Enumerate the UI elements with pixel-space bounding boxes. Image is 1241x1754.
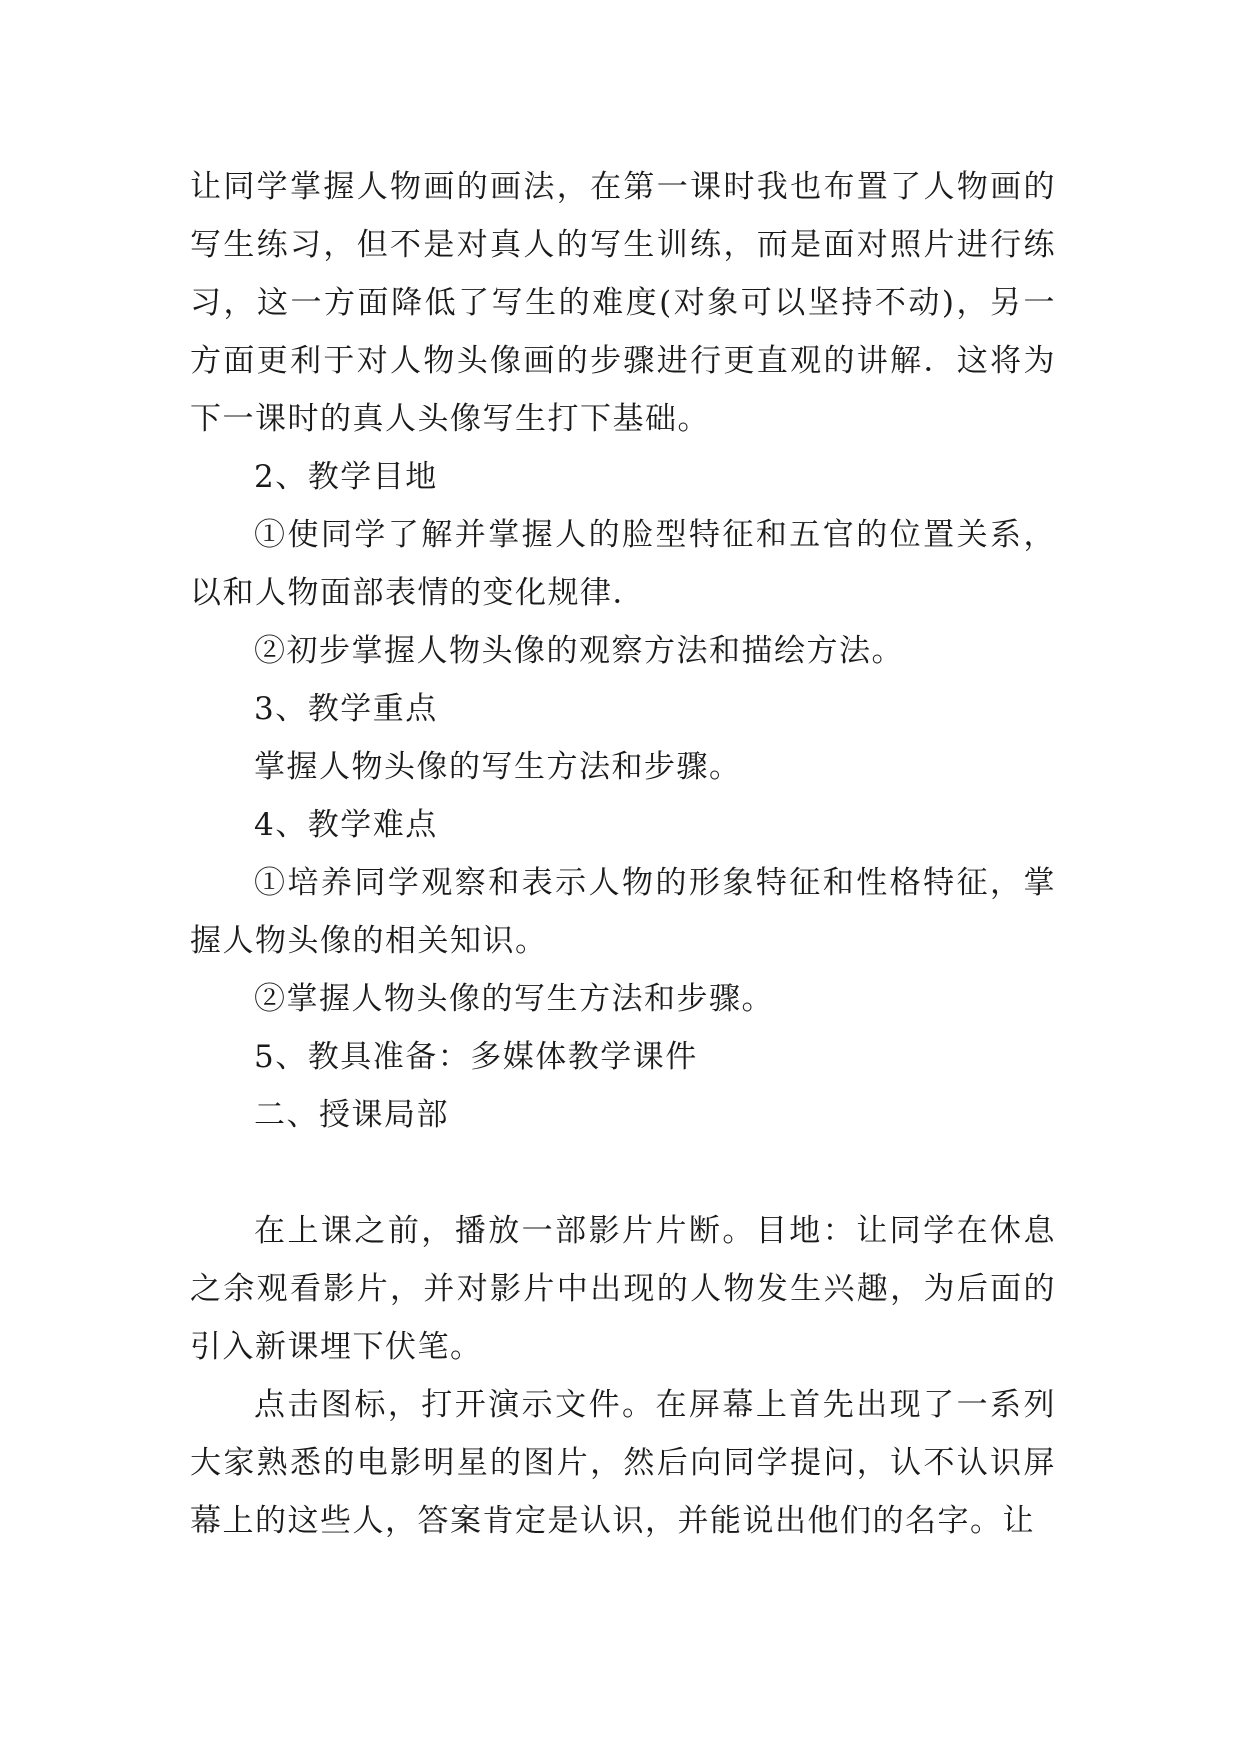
objective-item-2: ②初步掌握人物头像的观察方法和描绘方法。 [254, 633, 904, 669]
document-body [190, 158, 1056, 1550]
difficulty-item-1: ①培养同学观察和表示人物的形象特征和性格特征，掌握人物头像的相关知识。 [190, 865, 1056, 959]
heading-teaching-objectives: 2、教学目地 [254, 459, 438, 495]
objective-item-1: ①使同学了解并掌握人的脸型特征和五官的位置关系，以和人物面部表情的变化规律． [190, 517, 1056, 611]
paragraph-presentation: 点击图标，打开演示文件。在屏幕上首先出现了一系列大家熟悉的电影明星的图片，然后向同学提问，认不认识屏幕上的这些人，答案肯定是认识，并能说出他们的名字。让 [190, 1387, 1056, 1539]
heading-teaching-difficulty: 4、教学难点 [254, 807, 438, 843]
difficulty-item-2: ②掌握人物头像的写生方法和步骤。 [254, 981, 774, 1017]
paragraph-intro-continued: 让同学掌握人物画的画法，在第一课时我也布置了人物画的写生练习，但不是对真人的写生训练，而是面对照片进行练习，这一方面降低了写生的难度(对象可以坚持不动)，另一方面更利于对人物头像画的步骤进行更直观的讲解．这将为下一课时的真人头像写生打下基础。 [190, 169, 1056, 437]
paragraph-film-clip: 在上课之前，播放一部影片片断。目地：让同学在休息之余观看影片，并对影片中出现的人物发生兴趣，为后面的引入新课埋下伏笔。 [190, 1213, 1056, 1365]
heading-teaching-aids: 5、教具准备：多媒体教学课件 [254, 1039, 698, 1075]
focus-text: 掌握人物头像的写生方法和步骤。 [254, 749, 742, 785]
heading-lesson-section: 二、授课局部 [254, 1097, 449, 1133]
heading-teaching-focus: 3、教学重点 [254, 691, 438, 727]
